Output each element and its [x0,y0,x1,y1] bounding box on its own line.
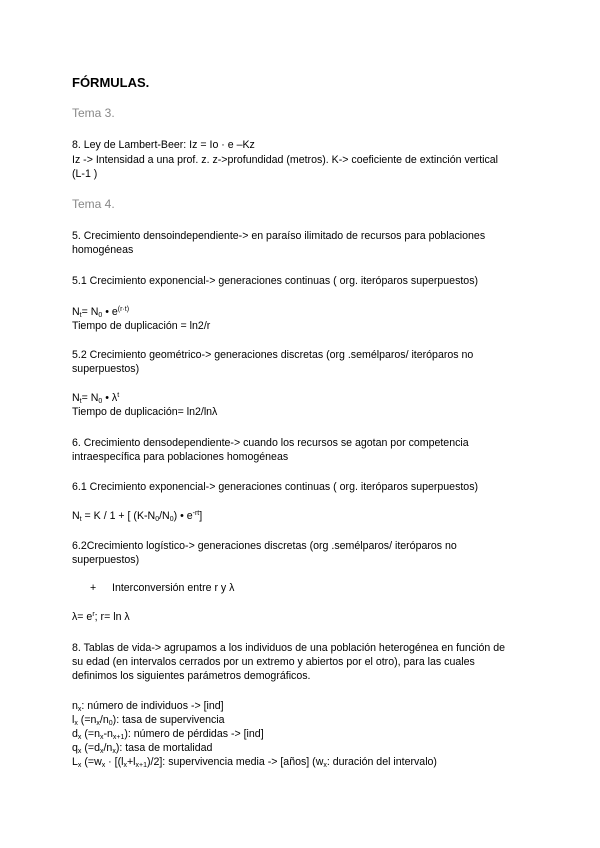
paragraph-6-2-line1: 6.2Crecimiento logístico-> generaciones discretas (org .semélparos/ iteróparos no [72,540,457,552]
formula-6-1: $N_t = K / 1$ + [ $(K-N_0/N_0)$ • $e^{-rt}$] [72,510,203,523]
doubling-time-5-1: Tiempo de duplicación = ln2/r [72,320,211,332]
section-heading-tema3: Tema 3. [72,106,115,120]
paragraph-5-2-line1: 5.2 Crecimiento geométrico-> generaciones discretas (org .semélparos/ iteróparos no [72,349,474,361]
lambert-beer-formula: 8. Ley de Lambert-Beer: Iz = Io · e –Kz [72,139,255,151]
paragraph-5-2-line2: superpuestos) [72,363,140,375]
paragraph-6-line1: 6. Crecimiento densodependiente-> cuando los recursos se agotan por competencia [72,437,469,449]
paragraph-8-line2: su edad (en intervalos cerrados por un extremo y abiertos por el otro), para las cuales [72,656,475,668]
formula-5-1: $N_t= N_0$ • $e^{(r\cdot t)}$ [72,306,130,319]
bullet-mark: + [90,582,97,594]
section-heading-tema4: Tema 4. [72,197,115,211]
param-lx: $l_x$ $(=n_x/n_0)$: tasa de supervivencia [72,714,225,727]
bullet-item: + Interconversión entre r y λ [90,582,235,594]
conversion-formula: $\lambda= e^r$; r= ln λ [72,611,130,623]
paragraph-5-line1: 5. Crecimiento densoindependiente-> en paraíso ilimitado de recursos para poblaciones [72,230,486,242]
paragraph-6-1: 6.1 Crecimiento exponencial-> generaciones continuas ( org. iteróparos superpuestos) [72,481,479,493]
lambert-beer-units: (L-1 ) [72,168,98,180]
paragraph-6-line2: intraespecífica para poblaciones homogéneas [72,451,289,463]
param-dx: $d_x$ $(=n_x-n_{x+1})$: número de pérdidas -> [ind] [72,728,264,741]
doubling-time-5-2: Tiempo de duplicación= ln2/lnλ [72,406,218,418]
paragraph-6-2-line2: superpuestos) [72,554,140,566]
page-title: FÓRMULAS. [72,75,150,90]
paragraph-8-line3: definimos los siguientes parámetros demográficos. [72,670,311,682]
param-qx: $q_x$ $(=d_x/n_x)$: tasa de mortalidad [72,742,213,755]
param-Lx: $L_x$ ($=w_x \cdot [(l_x+l_{x+1})/2]$: supervivencia media -> [años] ($w_x$: duración del intervalo) [72,756,437,769]
paragraph-5-1: 5.1 Crecimiento exponencial-> generaciones continuas ( org. iteróparos superpuestos) [72,275,479,287]
paragraph-5-line2: homogéneas [72,244,134,256]
lambert-beer-definitions: Iz -> Intensidad a una prof. z. z->profundidad (metros). K-> coeficiente de extinción vertical [72,154,499,166]
paragraph-8-line1: 8. Tablas de vida-> agrupamos a los individuos de una población heterogénea en función de [72,642,505,654]
formula-5-2: $N_t= N_0$ • $\lambda^t$ [72,392,120,405]
param-nx: $n_x$: número de individuos -> [ind] [72,700,224,713]
